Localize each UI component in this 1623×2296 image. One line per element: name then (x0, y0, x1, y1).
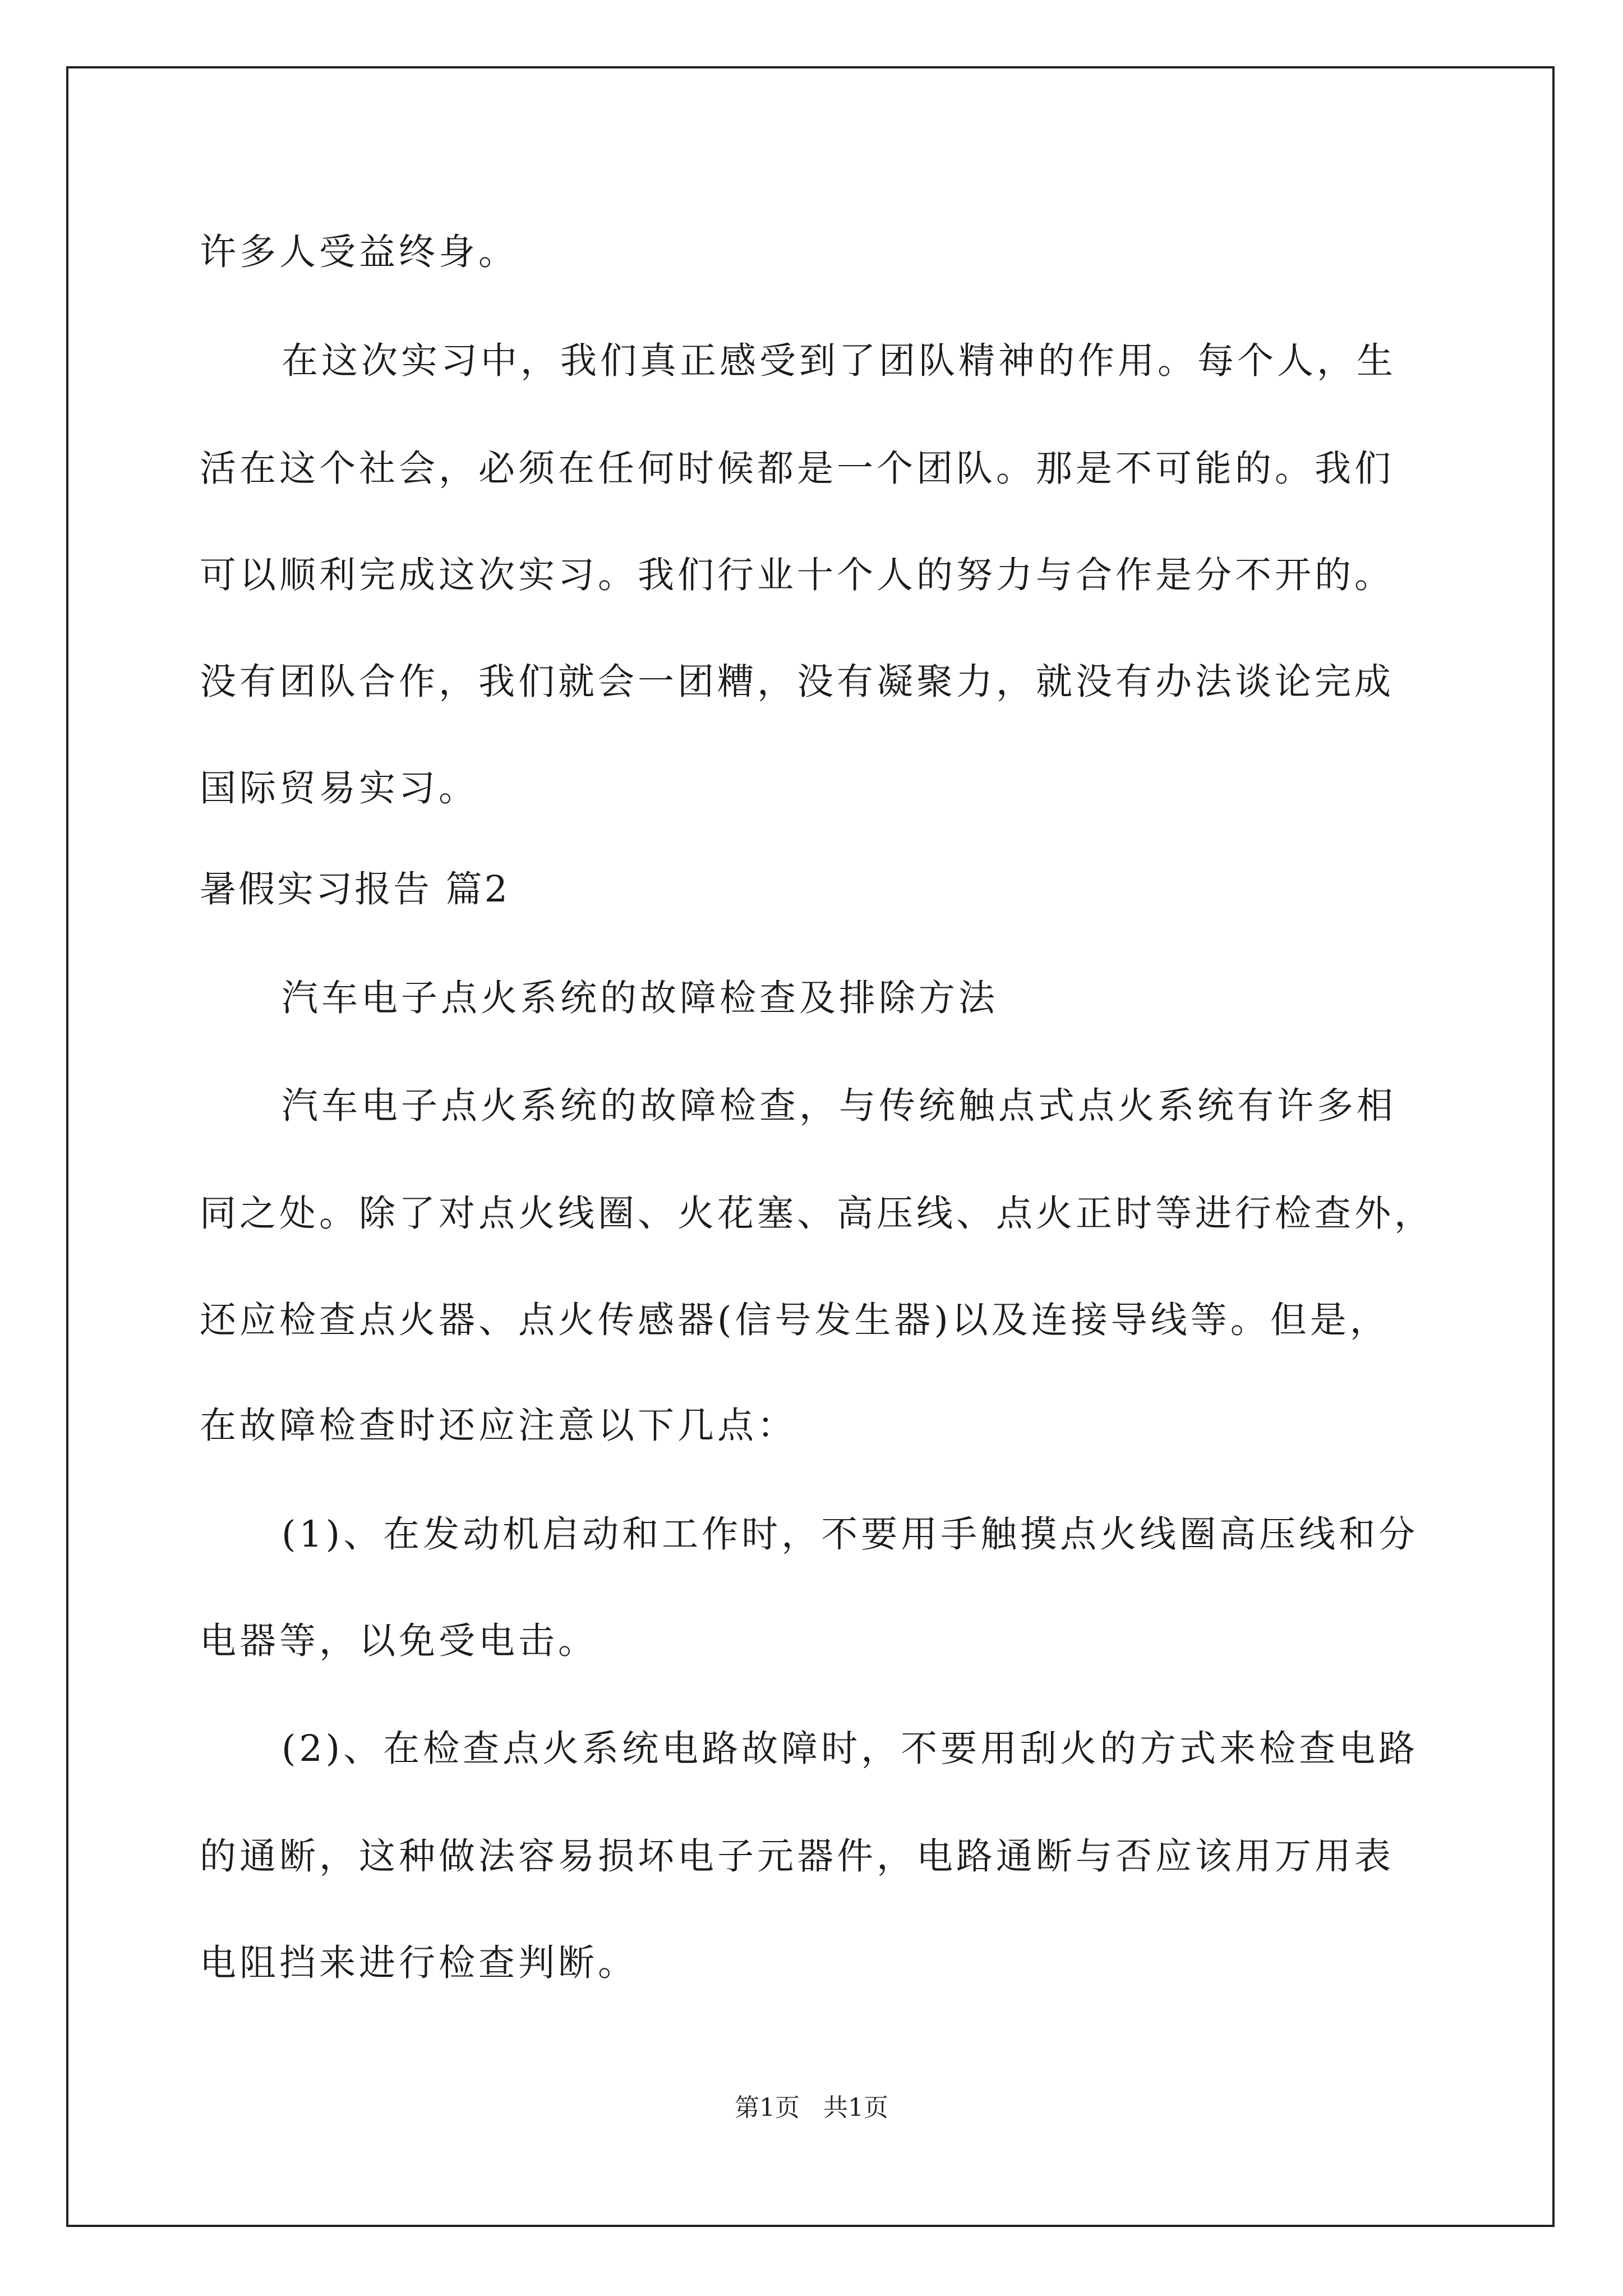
paragraph-line: 可以顺利完成这次实习。我们行业十个人的努力与合作是分不开的。 (200, 554, 1395, 596)
paragraph-line: 在这次实习中，我们真正感受到了团队精神的作用。每个人，生 (282, 340, 1397, 382)
paragraph-line: 在故障检查时还应注意以下几点： (200, 1405, 797, 1447)
paragraph-line: 还应检查点火器、点火传感器(信号发生器)以及连接导线等。但是， (200, 1299, 1390, 1341)
page-footer: 第1页 共1页 (735, 2093, 888, 2122)
paragraph-line: 活在这个社会，必须在任何时候都是一个团队。那是不可能的。我们 (200, 448, 1395, 490)
paragraph-line: 的通断，这种做法容易损坏电子元器件，电路通断与否应该用万用表 (200, 1835, 1395, 1878)
paragraph-line: 电器等，以免受电击。 (200, 1620, 598, 1662)
paragraph-line: 汽车电子点火系统的故障检查，与传统触点式点火系统有许多相 (282, 1085, 1397, 1127)
article-title: 汽车电子点火系统的故障检查及排除方法 (282, 977, 999, 1019)
paragraph-line: 同之处。除了对点火线圈、火花塞、高压线、点火正时等进行检查外， (200, 1193, 1435, 1235)
page-frame (66, 66, 1555, 2227)
paragraph-line: 电阻挡来进行检查判断。 (200, 1942, 638, 1984)
paragraph-line: (2)、在检查点火系统电路故障时，不要用刮火的方式来检查电路 (282, 1728, 1419, 1770)
paragraph-line: 许多人受益终身。 (200, 231, 519, 273)
section-heading: 暑假实习报告 篇2 (200, 868, 510, 910)
paragraph-line: 国际贸易实习。 (200, 767, 479, 809)
paragraph-line: 没有团队合作，我们就会一团糟，没有凝聚力，就没有办法谈论完成 (200, 661, 1395, 703)
paragraph-line: (1)、在发动机启动和工作时，不要用手触摸点火线圈高压线和分 (282, 1513, 1419, 1556)
